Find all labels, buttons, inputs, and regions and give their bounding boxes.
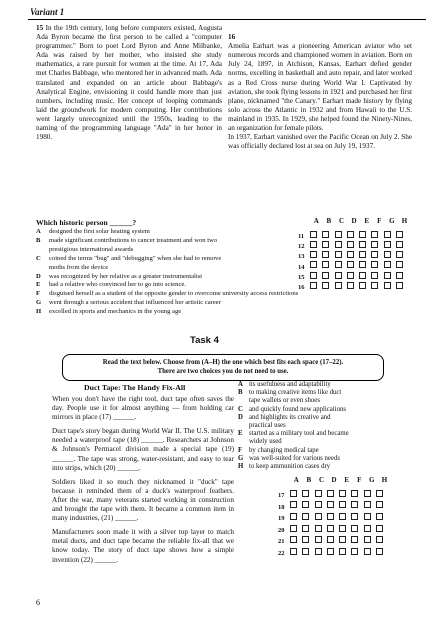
instruction-line-2: There are two choices you do not need to use. bbox=[157, 367, 289, 375]
grid-header bbox=[278, 476, 391, 484]
option-text: designed the first solar heating system bbox=[49, 228, 150, 235]
q16-text: Amelia Earhart was a pioneering American aviator who set numerous records and championed women in aviation. Born on July 24, 1897, in Atchison, Kansas, Earhart defied gender norms, excelling in basketball and auto repair, and later worked as a Red Cross nurse during World War I. Captivated by aviation, she took flying lessons in 1921 and purchased her first plane, nicknamed "the Canary." Earhart made history by flying solo across the Atlantic in 1932 and from Hawaii to the U.S. mainland in 1935. In 1929, she helped found the Ninety-Nines, an organization for female pilots. In 1937, Earhart vanished over the Pacific Ocean on July 2. She was officially declared lost at sea on July 19, 1937. bbox=[228, 42, 412, 151]
answer-grid-11-16 bbox=[298, 217, 411, 291]
option-text: moths from the device bbox=[49, 263, 109, 271]
q15-number: 15 bbox=[36, 24, 44, 32]
q16-passage bbox=[228, 24, 412, 151]
grid-column-letter: B bbox=[306, 476, 312, 484]
answer-checkbox[interactable] bbox=[359, 282, 366, 289]
grid-row-number: 12 bbox=[298, 243, 305, 251]
grid-row bbox=[298, 235, 411, 251]
grid-row bbox=[278, 519, 391, 534]
option-text: and highlights its creative and bbox=[249, 413, 331, 421]
option-letter: H bbox=[36, 308, 42, 316]
grid-row bbox=[298, 263, 411, 281]
task-title: Task 4 bbox=[190, 335, 219, 346]
text-paragraph: Soldiers liked it so much they nicknamed it "duck" tape because it reminded them of a duck's waterproof feathers. After the war, many veterans started working in construction and brought the tape with them. It became a common item in many industries, (21) ______. bbox=[52, 477, 234, 523]
option-letter: B bbox=[238, 389, 243, 397]
grid-row bbox=[278, 542, 391, 557]
option-text: coined the terms "bug" and "debugging" when she had to remove bbox=[49, 254, 222, 262]
option-letter: C bbox=[238, 405, 243, 413]
answer-checkbox[interactable] bbox=[310, 282, 317, 289]
option-line bbox=[36, 308, 416, 317]
option-letter: A bbox=[238, 381, 243, 388]
duct-tape-text bbox=[52, 395, 234, 570]
text-paragraph: When you don't have the right tool, duct tape often saves the day. People use it for almost anything — from holding car mirrors in place (17) ______. bbox=[52, 395, 234, 422]
grid-row-number: 11 bbox=[298, 233, 305, 240]
grid-row bbox=[278, 496, 391, 511]
q15-passage bbox=[36, 24, 222, 142]
option-letter: E bbox=[36, 281, 41, 289]
answer-checkbox[interactable] bbox=[364, 548, 371, 555]
grid-row-number: 18 bbox=[278, 503, 285, 511]
answer-checkbox[interactable] bbox=[315, 548, 322, 555]
option-letter: A bbox=[36, 228, 41, 235]
answer-checkbox[interactable] bbox=[339, 548, 346, 555]
option-letter: G bbox=[238, 454, 244, 462]
option-text: by changing medical tape bbox=[249, 446, 319, 454]
task-instructions bbox=[62, 354, 384, 381]
option-letter: C bbox=[36, 254, 41, 262]
text-paragraph: Manufacturers soon made it with a silver top layer to match metal ducts, and duct tape became the reliable fix-all that we know today. The story of duct tape shows how a simple invention (22) ______. bbox=[52, 528, 234, 564]
grid-row-number: 20 bbox=[278, 526, 285, 534]
option-letter: F bbox=[238, 446, 243, 454]
grid-column-letter: D bbox=[351, 217, 357, 225]
question-stem: Which historic person ______? bbox=[36, 218, 137, 227]
option-text: tape wallets or even shoes bbox=[249, 397, 320, 405]
grid-column-letter: G bbox=[369, 476, 375, 484]
answer-grid-17-22 bbox=[278, 476, 391, 557]
grid-column-letter: E bbox=[364, 217, 369, 225]
grid-row-number: 22 bbox=[278, 549, 285, 557]
answer-checkbox[interactable] bbox=[376, 548, 383, 555]
grid-row-number: 17 bbox=[278, 492, 285, 499]
grid-column-letter: G bbox=[389, 217, 395, 225]
answer-checkbox[interactable] bbox=[396, 282, 403, 289]
option-text: practical uses bbox=[249, 422, 286, 430]
option-letter: F bbox=[36, 290, 41, 298]
task4-options bbox=[238, 381, 428, 471]
answer-checkbox[interactable] bbox=[347, 282, 354, 289]
q15-text: In the 19th century, long before computers existed, Augusta Ada Byron became the first person to be called a "computer programmer." Born to poet Lord Byron and Anne Milbanke, Ada was raised by her mother, who insisted she study mathematics, a rare pursuit for women at the time. At 17, Ada met Charles Babbage, who mentored her in advanced math. Ada translated and expanded on an article about Babbage's Analytical Engine, envisioning it could handle more than just numbers, including music. Her concept of looping commands laid the groundwork for modern computing. Her contributions went largely unrecognized until the 1950s, leading to the naming of the programming language "Ada" in her honor in 1980. bbox=[36, 24, 223, 142]
gap-option bbox=[238, 438, 428, 446]
grid-row-number: 16 bbox=[298, 283, 305, 291]
option-text: started as a military tool and became bbox=[249, 430, 349, 438]
option-letter: D bbox=[238, 413, 243, 421]
grid-column-letter: C bbox=[318, 476, 325, 484]
grid-row bbox=[298, 225, 411, 240]
grid-row-number: 19 bbox=[278, 515, 285, 523]
answer-checkbox[interactable] bbox=[351, 548, 358, 555]
option-text: had a relative who convinced her to go into science. bbox=[49, 281, 186, 289]
answer-checkbox[interactable] bbox=[371, 282, 378, 289]
gap-option bbox=[238, 447, 428, 455]
grid-column-letter: C bbox=[338, 217, 345, 225]
grid-header bbox=[298, 217, 411, 225]
instruction-line-1: Read the text below. Choose from (A–H) the one which best fits each space (17–22). bbox=[102, 359, 344, 366]
gap-option bbox=[238, 430, 428, 438]
option-text: was recognized by her relative as a greater instrumentalist bbox=[49, 272, 203, 280]
grid-row-number: 13 bbox=[298, 253, 305, 261]
grid-row bbox=[278, 507, 391, 523]
grid-column-letter: H bbox=[401, 217, 408, 225]
grid-row bbox=[278, 530, 391, 546]
option-letter: B bbox=[36, 236, 41, 244]
grid-row bbox=[298, 245, 411, 261]
grid-column-letter: A bbox=[293, 476, 299, 484]
gap-option bbox=[238, 397, 428, 405]
answer-checkbox[interactable] bbox=[335, 282, 342, 289]
grid-row-number: 14 bbox=[298, 263, 305, 271]
option-text: and quickly found new applications bbox=[249, 405, 347, 413]
gap-option bbox=[238, 463, 428, 471]
grid-column-letter: B bbox=[326, 217, 332, 225]
gap-option bbox=[238, 389, 428, 397]
gap-option bbox=[238, 455, 428, 463]
option-line bbox=[36, 290, 416, 299]
option-letter: G bbox=[36, 299, 42, 307]
answer-checkbox[interactable] bbox=[322, 282, 329, 289]
grid-column-letter: A bbox=[313, 217, 319, 225]
option-text: to keep ammunition cases dry bbox=[249, 463, 331, 471]
grid-column-letter: F bbox=[357, 476, 362, 484]
gap-option bbox=[238, 414, 428, 422]
page-number: 6 bbox=[36, 598, 40, 607]
option-text: was well-suited for various needs bbox=[249, 454, 340, 462]
option-text: excelled in sports and mechanics in the young age bbox=[49, 308, 182, 316]
grid-column-letter: D bbox=[331, 476, 337, 484]
grid-column-letter: E bbox=[344, 476, 349, 484]
gap-option bbox=[238, 381, 428, 389]
grid-row bbox=[278, 484, 391, 499]
option-text: went through a serious accident that influenced her artistic career bbox=[49, 299, 221, 307]
option-text: to making creative items like duct bbox=[249, 389, 342, 397]
answer-checkbox[interactable] bbox=[302, 548, 309, 555]
option-line bbox=[36, 299, 416, 308]
answer-checkbox[interactable] bbox=[327, 548, 334, 555]
header-rule bbox=[28, 19, 426, 20]
text-title: Duct Tape: The Handy Fix-All bbox=[84, 383, 186, 392]
option-letter: D bbox=[36, 272, 41, 280]
gap-option bbox=[238, 406, 428, 414]
grid-column-letter: F bbox=[377, 217, 382, 225]
option-text: prestigious international awards bbox=[49, 245, 134, 253]
grid-row bbox=[298, 256, 411, 271]
grid-row-number: 15 bbox=[298, 273, 305, 281]
gap-option bbox=[238, 422, 428, 430]
option-text: widely used bbox=[249, 438, 282, 446]
option-text: its usefulness and adaptability bbox=[249, 381, 331, 388]
grid-row-number: 21 bbox=[278, 538, 285, 546]
answer-checkbox[interactable] bbox=[290, 548, 297, 555]
grid-row bbox=[298, 273, 411, 291]
option-text: made significant contributions to cancer treatment and won two bbox=[49, 236, 218, 244]
option-text: disguised herself as a student of the opposite gender to overcome university access restrictions bbox=[49, 290, 299, 298]
answer-checkbox[interactable] bbox=[384, 282, 391, 289]
option-letter: H bbox=[238, 463, 244, 471]
variant-label: Variant 1 bbox=[30, 7, 65, 17]
option-letter: E bbox=[238, 430, 243, 438]
text-paragraph: Duct tape's story began during World War II. The U.S. military needed a waterproof tape (18) ______. Researchers at Johnson & Johnson's Permacel division made a special tape (19) ______. The tape was strong, water-resistant, and easy to tear into strips, which (20) ______. bbox=[52, 427, 234, 472]
grid-column-letter: H bbox=[381, 476, 388, 484]
q16-number: 16 bbox=[228, 33, 236, 42]
